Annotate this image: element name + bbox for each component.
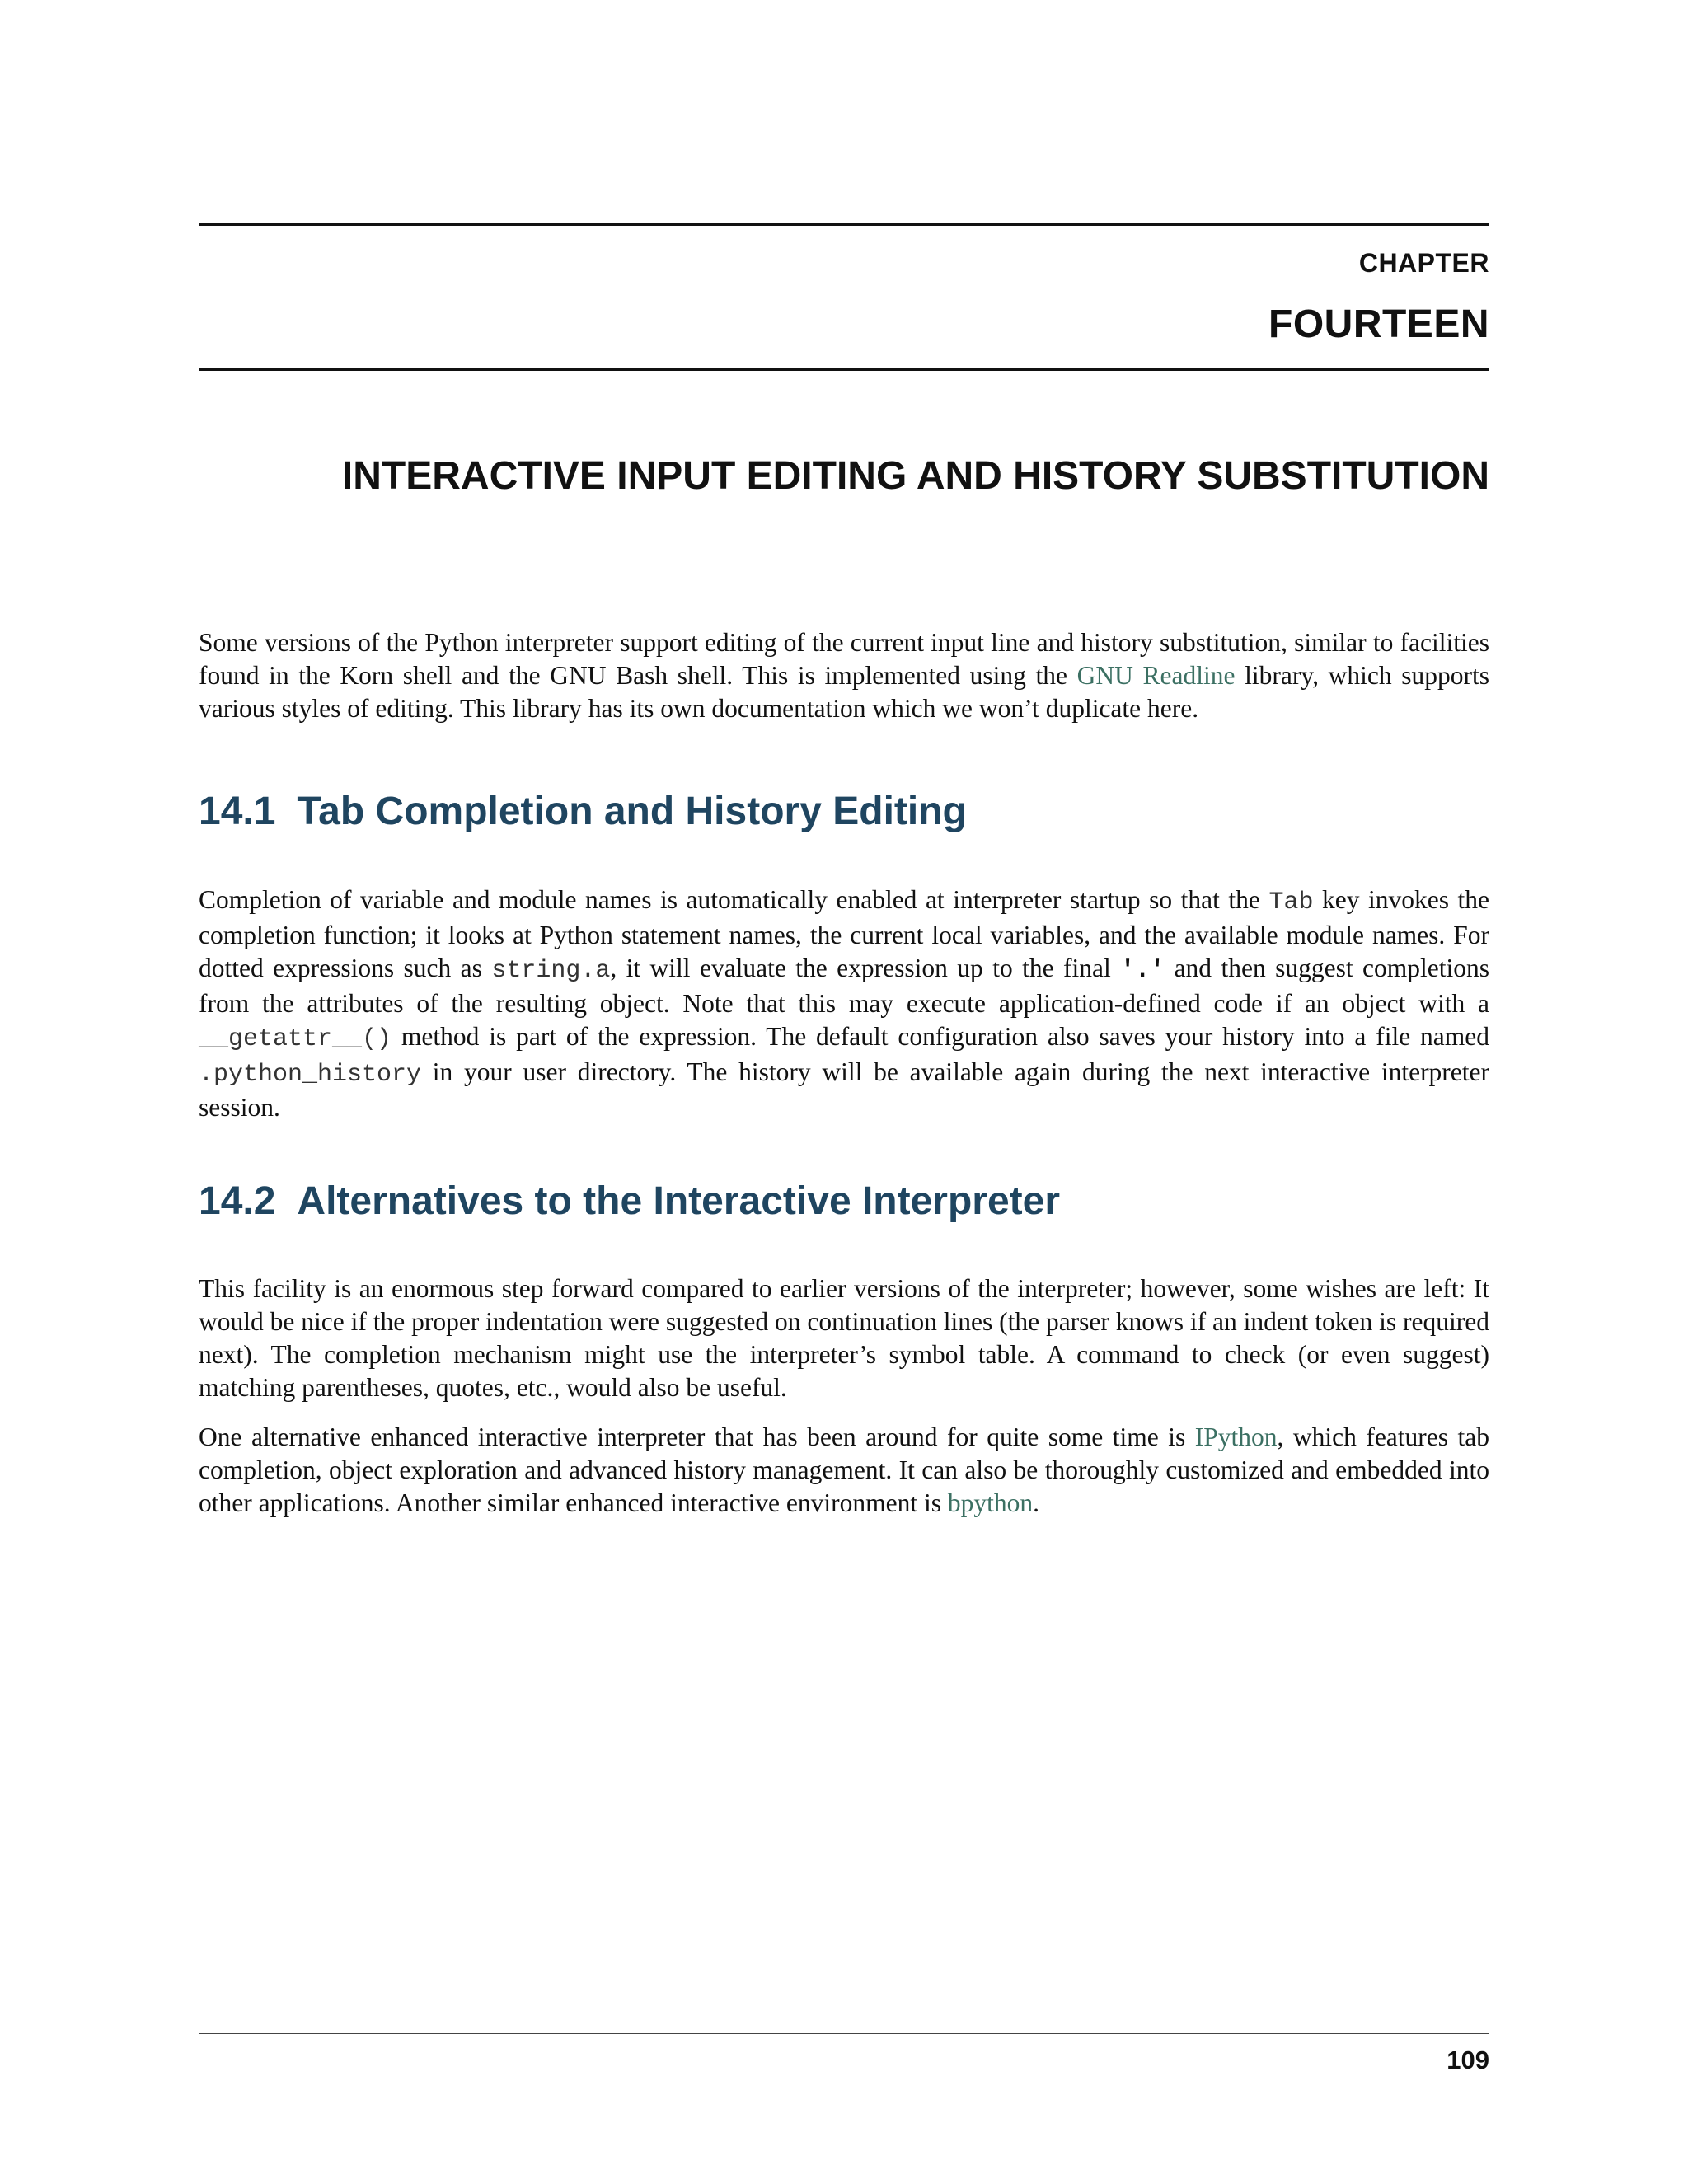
- s141-text-1: Completion of variable and module names is automatically enabled at interpreter startup so that the: [199, 885, 1269, 914]
- s141-text-6: in your user directory. The history will be available again during the next interactive interpreter session.: [199, 1057, 1489, 1122]
- chapter-top-rule: [199, 223, 1489, 226]
- code-tab: Tab: [1268, 888, 1314, 916]
- chapter-bottom-rule: [199, 368, 1489, 371]
- footer-rule: [199, 2033, 1489, 2034]
- code-getattr: __getattr__(): [199, 1025, 392, 1053]
- intro-text-2: library, which supports various styles of editing. This library has its own documentation which we won’t duplicate here.: [199, 661, 1489, 723]
- gnu-readline-link[interactable]: GNU Readline: [1076, 661, 1236, 690]
- section-14-1-title: Tab Completion and History Editing: [297, 790, 967, 833]
- section-14-1-paragraph: [199, 883, 1489, 1124]
- code-python-history: .python_history: [199, 1061, 422, 1089]
- code-string-a: string.a: [491, 957, 611, 985]
- s141-text-2: key invokes the completion function; it looks at Python statement names, the current local variables, and the available module names. For dotted expressions such as: [199, 885, 1489, 982]
- section-14-2-paragraph-2: [199, 1421, 1489, 1520]
- page-number: 109: [1447, 2046, 1489, 2074]
- s142-text-3: .: [1033, 1488, 1039, 1517]
- s141-text-3: , it will evaluate the expression up to the final: [610, 954, 1121, 982]
- section-14-2-title: Alternatives to the Interactive Interpreter: [297, 1179, 1061, 1223]
- section-14-2-paragraph-1: This facility is an enormous step forward compared to earlier versions of the interpreter; however, some wishes are left: It would be nice if the proper indentation were suggested on continuation lines (the parser knows if an indent token is required next). The completion mechanism might use the interpreter’s symbol table. A command to check (or even suggest) matching parentheses, quotes, etc., would also be useful.: [199, 1274, 1489, 1402]
- section-14-2-heading: [199, 1179, 1060, 1224]
- ipython-link[interactable]: IPython: [1194, 1422, 1278, 1451]
- s141-text-5: method is part of the expression. The default configuration also saves your history into a file named: [392, 1022, 1489, 1051]
- s142-text-1: One alternative enhanced interactive interpreter that has been around for quite some time is: [199, 1422, 1195, 1451]
- s142-text-2: , which features tab completion, object exploration and advanced history management. It can also be thoroughly customized and embedded into other applications. Another similar enhanced interactive environment is: [199, 1422, 1489, 1517]
- chapter-label: CHAPTER: [1358, 248, 1489, 278]
- chapter-title: INTERACTIVE INPUT EDITING AND HISTORY SUBSTITUTION: [341, 454, 1489, 498]
- chapter-number: FOURTEEN: [1268, 302, 1489, 346]
- bpython-link[interactable]: bpython: [947, 1488, 1034, 1517]
- section-14-2-number: 14.2: [199, 1179, 276, 1223]
- section-14-1-number: 14.1: [199, 790, 276, 833]
- section-14-1-heading: [199, 789, 967, 834]
- intro-text-1: Some versions of the Python interpreter support editing of the current input line and history substitution, similar to facilities found in the Korn shell and the GNU Bash shell. This is implemented using the: [199, 628, 1489, 690]
- s141-text-4: and then suggest completions from the attributes of the resulting object. Note that this may execute application-defined code if an object with a: [199, 954, 1489, 1018]
- code-dot: '.': [1120, 957, 1165, 985]
- intro-paragraph: [199, 626, 1489, 725]
